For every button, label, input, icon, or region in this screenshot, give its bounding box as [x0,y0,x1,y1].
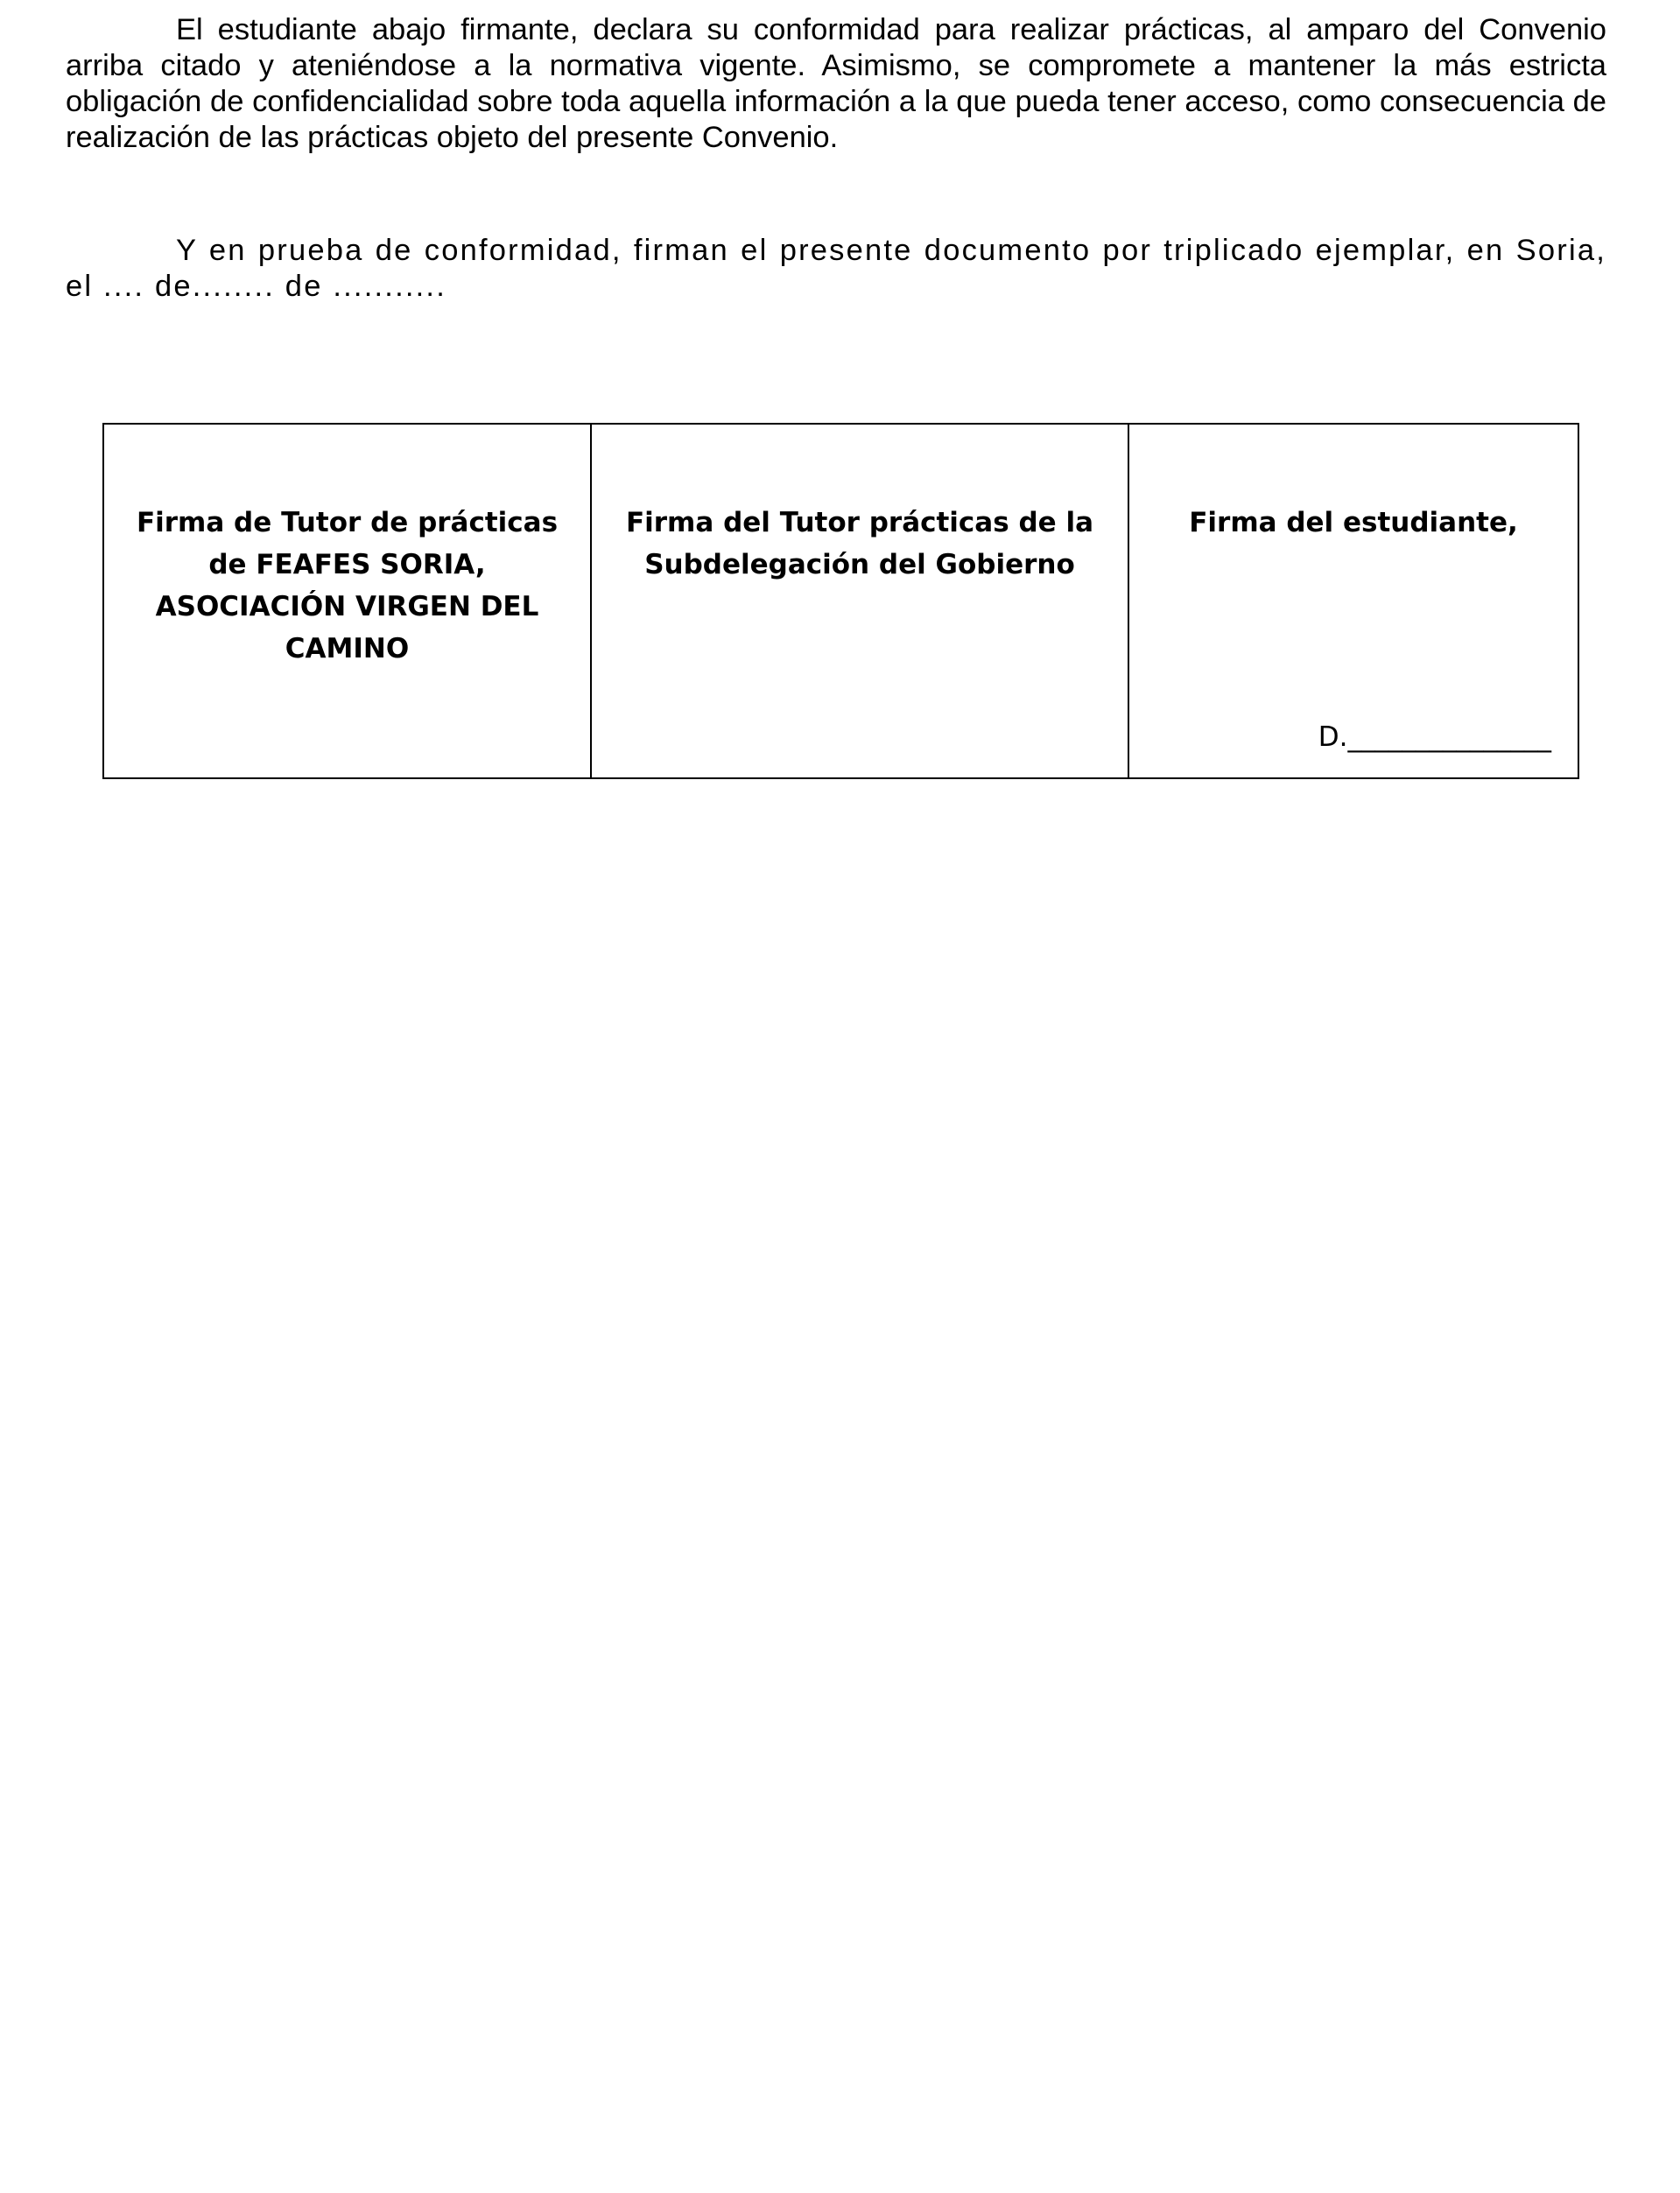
signature-cell-title: Firma del Tutor prácticas de la Subdelegación del Gobierno [625,507,1094,580]
student-signature-line: D._______________ [1318,721,1551,753]
signature-cell-title: Firma de Tutor de prácticas de FEAFES SORIA, ASOCIACIÓN VIRGEN DEL CAMINO [136,507,559,664]
signature-table [102,423,1579,779]
signature-cell-tutor-feafes [103,424,591,778]
signature-cell-tutor-subdelegacion [591,424,1128,778]
signature-cell-title: Firma del estudiante, [1189,507,1518,538]
signature-cell-student [1128,424,1578,778]
signing-place-date-paragraph: Y en prueba de conformidad, firman el presente documento por triplicado ejemplar, en Soria, el .... de........ de ........... [66,234,1606,303]
signature-row [103,424,1578,778]
conformity-paragraph: El estudiante abajo firmante, declara su conformidad para realizar prácticas, al amparo del Convenio arriba citado y ateniéndose a la normativa vigente. Asimismo, se compromete a mantener la más estricta obligación de confidencialidad sobre toda aquella información a la que pueda tener acceso, como consecuencia de realización de las prácticas objeto del presente Convenio. [66,13,1606,154]
